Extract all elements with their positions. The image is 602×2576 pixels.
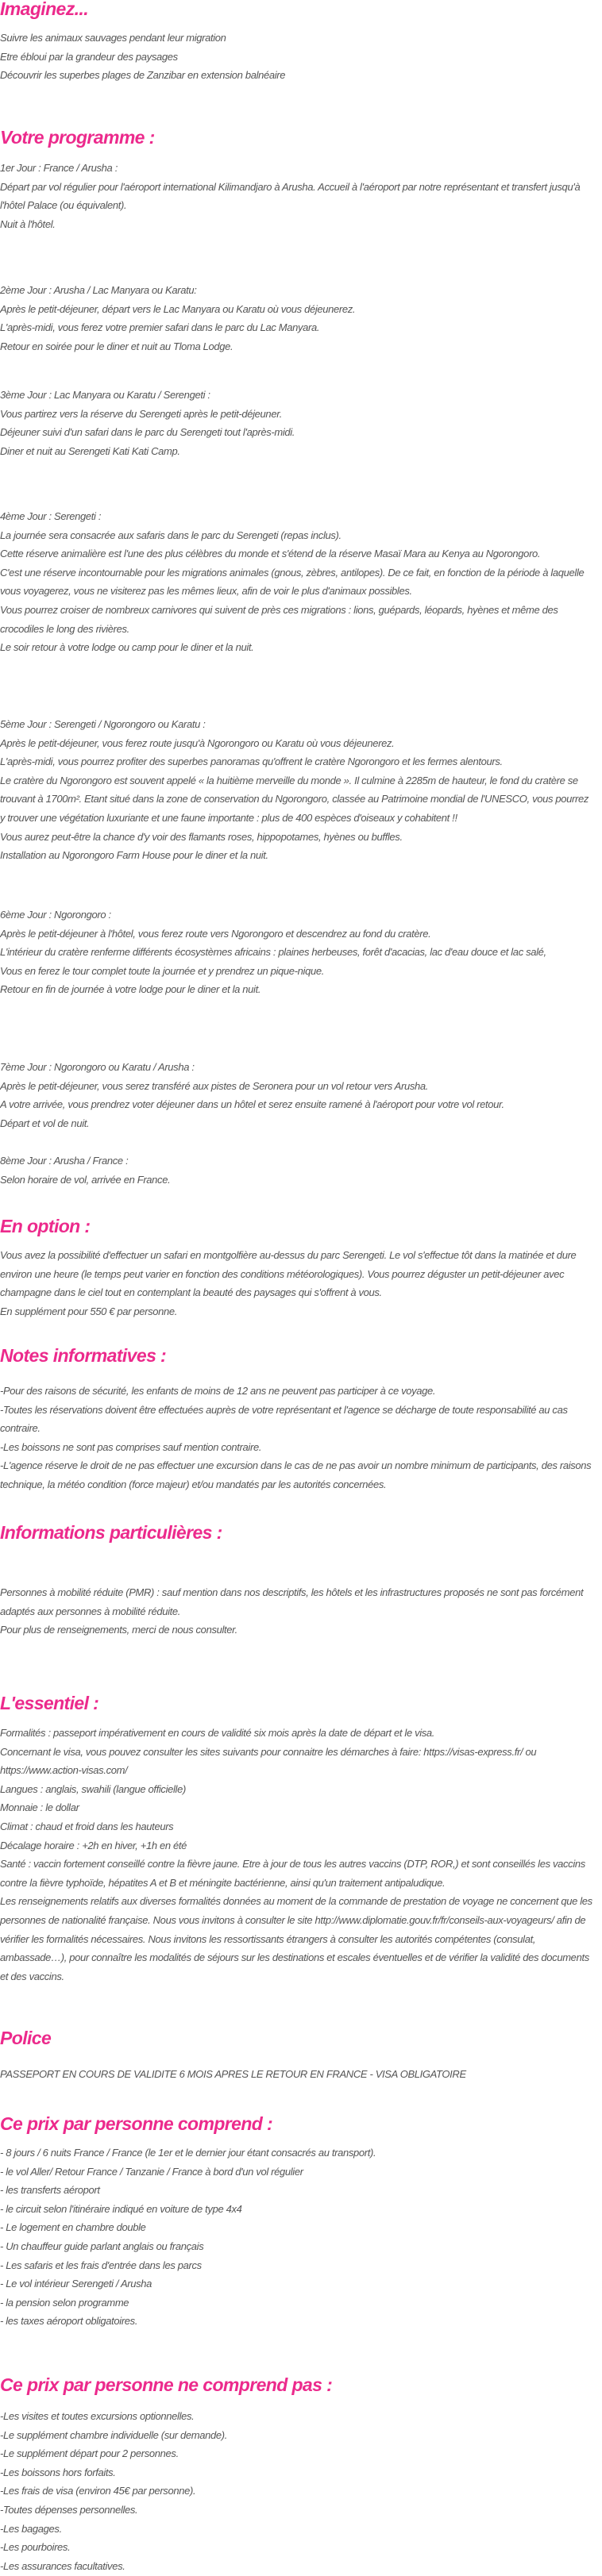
day-3 (0, 386, 596, 460)
essentiel-line: Les renseignements relatifs aux diverses formalités données au moment de la commande de prestation de voyage ne concernent que les personnes de nationalité française. Nous vous invitons à consulter le site http://www.diplomatie.gouv.fr/fr/conseils-aux-voyageurs/ afin de vérifier les formalités nécessaires. Nous invitons les ressortissants étrangers à consulter les autorités compétentes (consulat, ambassade…), pour connaître les modalités de séjours sur les destinations et escales éventuelles et de vérifier la validité des documents et des vaccins. (0, 1895, 592, 1982)
infos-text (0, 1583, 596, 1640)
day-line: Après le petit-déjeuner, vous ferez route jusqu'à Ngorongoro ou Karatu où vous déjeunerez. (0, 736, 395, 749)
ne-comprend-pas-list (0, 2407, 596, 2575)
day-line: Installation au Ngorongoro Farm House pour le diner et la nuit. (0, 849, 268, 862)
day-line: Départ et vol de nuit. (0, 1117, 90, 1129)
option-line: Vous avez la possibilité d'effectuer un safari en montgolfière au-dessus du parc Serengeti. Le vol s'effectue tôt dans la matinée et dure environ une heure (le temps peut varier en fonction des conditions météorologiques). Vous pourrez déguster un petit-déjeuner avec champagne dans le ciel tout en contemplant la beauté des paysages qui s'offrent à vous. (0, 1249, 577, 1299)
day-title: 5ème Jour : Serengeti / Ngorongoro ou Karatu : (0, 718, 206, 730)
day-title: 3ème Jour : Lac Manyara ou Karatu / Serengeti : (0, 389, 210, 401)
day-line: Retour en fin de journée à votre lodge pour le diner et la nuit. (0, 983, 261, 996)
day-6 (0, 905, 596, 999)
excluded-item: -Le supplément départ pour 2 personnes. (0, 2447, 179, 2460)
excluded-item: -Les boissons hors forfaits. (0, 2466, 116, 2478)
essentiel-line: Monnaie : le dollar (0, 1801, 79, 1814)
section-title-option: En option : (0, 1216, 91, 1236)
included-item: - Un chauffeur guide parlant anglais ou français (0, 2240, 204, 2252)
day-line: Vous en ferez le tour complet toute la journée et y prendrez un pique-nique. (0, 964, 324, 977)
included-item: - Le logement en chambre double (0, 2221, 146, 2234)
essentiel-line: Décalage horaire : +2h en hiver, +1h en été (0, 1839, 187, 1851)
excluded-item: -Les bagages. (0, 2522, 62, 2535)
day-1 (0, 159, 596, 233)
included-item: - 8 jours / 6 nuits France / France (le 1er et le dernier jour étant consacrés au transport). (0, 2147, 376, 2159)
essentiel-line: Climat : chaud et froid dans les hauteurs (0, 1820, 174, 1832)
section-title-ne-comprend-pas: Ce prix par personne ne comprend pas : (0, 2374, 333, 2395)
info-line: Personnes à mobilité réduite (PMR) : sauf mention dans nos descriptifs, les hôtels et les infrastructures proposés ne sont pas forcément adaptés aux personnes à mobilité réduite. (0, 1586, 584, 1617)
included-item: - Les safaris et les frais d'entrée dans les parcs (0, 2259, 202, 2271)
day-line: Le soir retour à votre lodge ou camp pour le diner et la nuit. (0, 641, 254, 654)
day-line: C'est une réserve incontournable pour les migrations animales (gnous, zèbres, antilopes). De ce fait, en fonction de la période à laquelle vous voyagerez, vous ne visiterez pas les mêmes lieux, afin de voir le plus d'animaux possibles. (0, 566, 585, 598)
section-title-essentiel: L'essentiel : (0, 1693, 99, 1713)
excluded-item: -Les frais de visa (environ 45€ par personne). (0, 2485, 196, 2497)
day-line: Vous aurez peut-être la chance d'y voir des flamants roses, hippopotames, hyènes ou buffles. (0, 830, 403, 843)
excluded-item: -Les pourboires. (0, 2541, 71, 2554)
day-line: Départ par vol régulier pour l'aéroport international Kilimandjaro à Arusha. Accueil à l'aéroport par notre représentant et transfert jusqu'à l'hôtel Palace (ou équivalent). (0, 180, 581, 212)
police-line: PASSEPORT EN COURS DE VALIDITE 6 MOIS APRES LE RETOUR EN FRANCE - VISA OBLIGATOIRE (0, 2068, 466, 2080)
day-line: Diner et nuit au Serengeti Kati Kati Camp. (0, 444, 180, 457)
essentiel-line: Santé : vaccin fortement conseillé contre la fièvre jaune. Etre à jour de tous les autres vaccins (DTP, ROR,) et sont conseillés les vaccins contre la fièvre typhoïde, hépatites A et B et méningite bactérienne, ainsi qu'un traitement antipaludique. (0, 1858, 585, 1889)
essentiel-text (0, 1724, 596, 1986)
imaginez-line: Suivre les animaux sauvages pendant leur migration (0, 32, 226, 44)
included-item: - la pension selon programme (0, 2296, 129, 2309)
imaginez-line: Etre ébloui par la grandeur des paysages (0, 50, 178, 63)
day-line: Vous pourrez croiser de nombreux carnivores qui suivent de près ces migrations : lions, guépards, léopards, hyènes et même des crocodiles le long des rivières. (0, 603, 558, 635)
excluded-item: -Les assurances facultatives. (0, 2559, 125, 2572)
day-2 (0, 281, 596, 356)
day-8 (0, 1152, 596, 1189)
day-title: 2ème Jour : Arusha / Lac Manyara ou Karatu: (0, 284, 197, 296)
note-line: -Toutes les réservations doivent être effectuées auprès de votre représentant et l'agence se décharge de toute responsabilité au cas contraire. (0, 1403, 568, 1435)
day-line: L'après-midi, vous pourrez profiter des superbes panoramas qu'offrent le cratère Ngorongoro et les fermes alentours. (0, 755, 503, 768)
included-item: - les transferts aéroport (0, 2184, 100, 2197)
day-line: La journée sera consacrée aux safaris dans le parc du Serengeti (repas inclus). (0, 529, 342, 541)
excluded-item: -Toutes dépenses personnelles. (0, 2503, 138, 2516)
day-5 (0, 715, 596, 865)
day-line: Déjeuner suivi d'un safari dans le parc du Serengeti tout l'après-midi. (0, 426, 295, 439)
imaginez-line: Découvrir les superbes plages de Zanzibar en extension balnéaire (0, 69, 286, 82)
imaginez-text (0, 29, 596, 85)
included-item: - le circuit selon l'itinéraire indiqué en voiture de type 4x4 (0, 2202, 242, 2215)
section-title-notes: Notes informatives : (0, 1345, 167, 1366)
excluded-item: -Les visites et toutes excursions optionnelles. (0, 2410, 195, 2422)
option-text (0, 1246, 596, 1321)
included-item: - le vol Aller/ Retour France / Tanzanie / France à bord d'un vol régulier (0, 2165, 303, 2178)
note-line: -L'agence réserve le droit de ne pas effectuer une excursion dans le cas de ne pas avoir un nombre minimum de participants, des raisons technique, la météo condition (force majeur) et/ou mandatés par les autorités concernées. (0, 1459, 592, 1490)
day-line: Le cratère du Ngorongoro est souvent appelé « la huitième merveille du monde ». Il culmine à 2285m de hauteur, le fond du cratère se trouvant à 1700m². Etant situé dans la zone de conservation du Ngorongoro, classée au Patrimoine mondial de l'UNESCO, vous pourrez y trouver une végétation luxuriante et une faune importante : plus de 400 espèces d'oiseaux y cohabitent !! (0, 774, 589, 824)
day-title: 1er Jour : France / Arusha : (0, 162, 118, 174)
day-line: Après le petit-déjeuner, départ vers le Lac Manyara ou Karatu où vous déjeunerez. (0, 302, 356, 315)
day-line: Vous partirez vers la réserve du Serengeti après le petit-déjeuner. (0, 407, 282, 420)
day-title: 4ème Jour : Serengeti : (0, 510, 102, 522)
day-line: L'intérieur du cratère renferme différents écosystèmes africains : plaines herbeuses, forêt d'acacias, lac d'eau douce et lac salé, (0, 946, 546, 959)
day-title: 8ème Jour : Arusha / France : (0, 1155, 129, 1167)
section-title-infos: Informations particulières : (0, 1522, 222, 1543)
note-line: -Pour des raisons de sécurité, les enfants de moins de 12 ans ne peuvent pas participer à ce voyage. (0, 1385, 436, 1397)
day-title: 6ème Jour : Ngorongoro : (0, 909, 111, 921)
day-line: Après le petit-déjeuner, vous serez transféré aux pistes de Seronera pour un vol retour vers Arusha. (0, 1079, 428, 1092)
included-item: - les taxes aéroport obligatoires. (0, 2315, 138, 2328)
day-7 (0, 1058, 596, 1132)
day-line: A votre arrivée, vous prendrez voter déjeuner dans un hôtel et serez ensuite ramené à l'aéroport pour votre vol retour. (0, 1098, 504, 1111)
essentiel-line: Concernant le visa, vous pouvez consulter les sites suivants pour connaitre les démarches à faire: https://visas-express.fr/ ou https://www.action-visas.com/ (0, 1745, 537, 1777)
notes-text (0, 1382, 596, 1494)
info-line: Pour plus de renseignements, merci de nous consulter. (0, 1624, 237, 1636)
day-line: Cette réserve animalière est l'une des plus célèbres du monde et s'étend de la réserve Masaï Mara au Kenya au Ngorongoro. (0, 548, 541, 560)
day-line: Retour en soirée pour le diner et nuit au Tloma Lodge. (0, 340, 233, 352)
excluded-item: -Le supplément chambre individuelle (sur demande). (0, 2428, 227, 2441)
day-4 (0, 507, 596, 657)
section-title-imaginez: Imaginez... (0, 0, 88, 19)
section-title-police: Police (0, 2028, 52, 2048)
day-line: L'après-midi, vous ferez votre premier safari dans le parc du Lac Manyara. (0, 321, 320, 334)
essentiel-line: Langues : anglais, swahili (langue officielle) (0, 1782, 186, 1795)
section-title-comprend: Ce prix par personne comprend : (0, 2113, 273, 2134)
included-item: - Le vol intérieur Serengeti / Arusha (0, 2278, 152, 2290)
note-line: -Les boissons ne sont pas comprises sauf mention contraire. (0, 1440, 262, 1453)
comprend-list (0, 2143, 596, 2331)
day-line: Selon horaire de vol, arrivée en France. (0, 1173, 171, 1186)
police-text (0, 2065, 596, 2084)
essentiel-line: Formalités : passeport impérativement en cours de validité six mois après la date de départ et le visa. (0, 1727, 435, 1739)
day-line: Nuit à l'hôtel. (0, 217, 56, 230)
day-title: 7ème Jour : Ngorongoro ou Karatu / Arusha : (0, 1061, 195, 1073)
day-line: Après le petit-déjeuner à l'hôtel, vous ferez route vers Ngorongoro et descendrez au fond du cratère. (0, 927, 431, 940)
option-line: En supplément pour 550 € par personne. (0, 1305, 178, 1317)
section-title-programme: Votre programme : (0, 127, 155, 148)
